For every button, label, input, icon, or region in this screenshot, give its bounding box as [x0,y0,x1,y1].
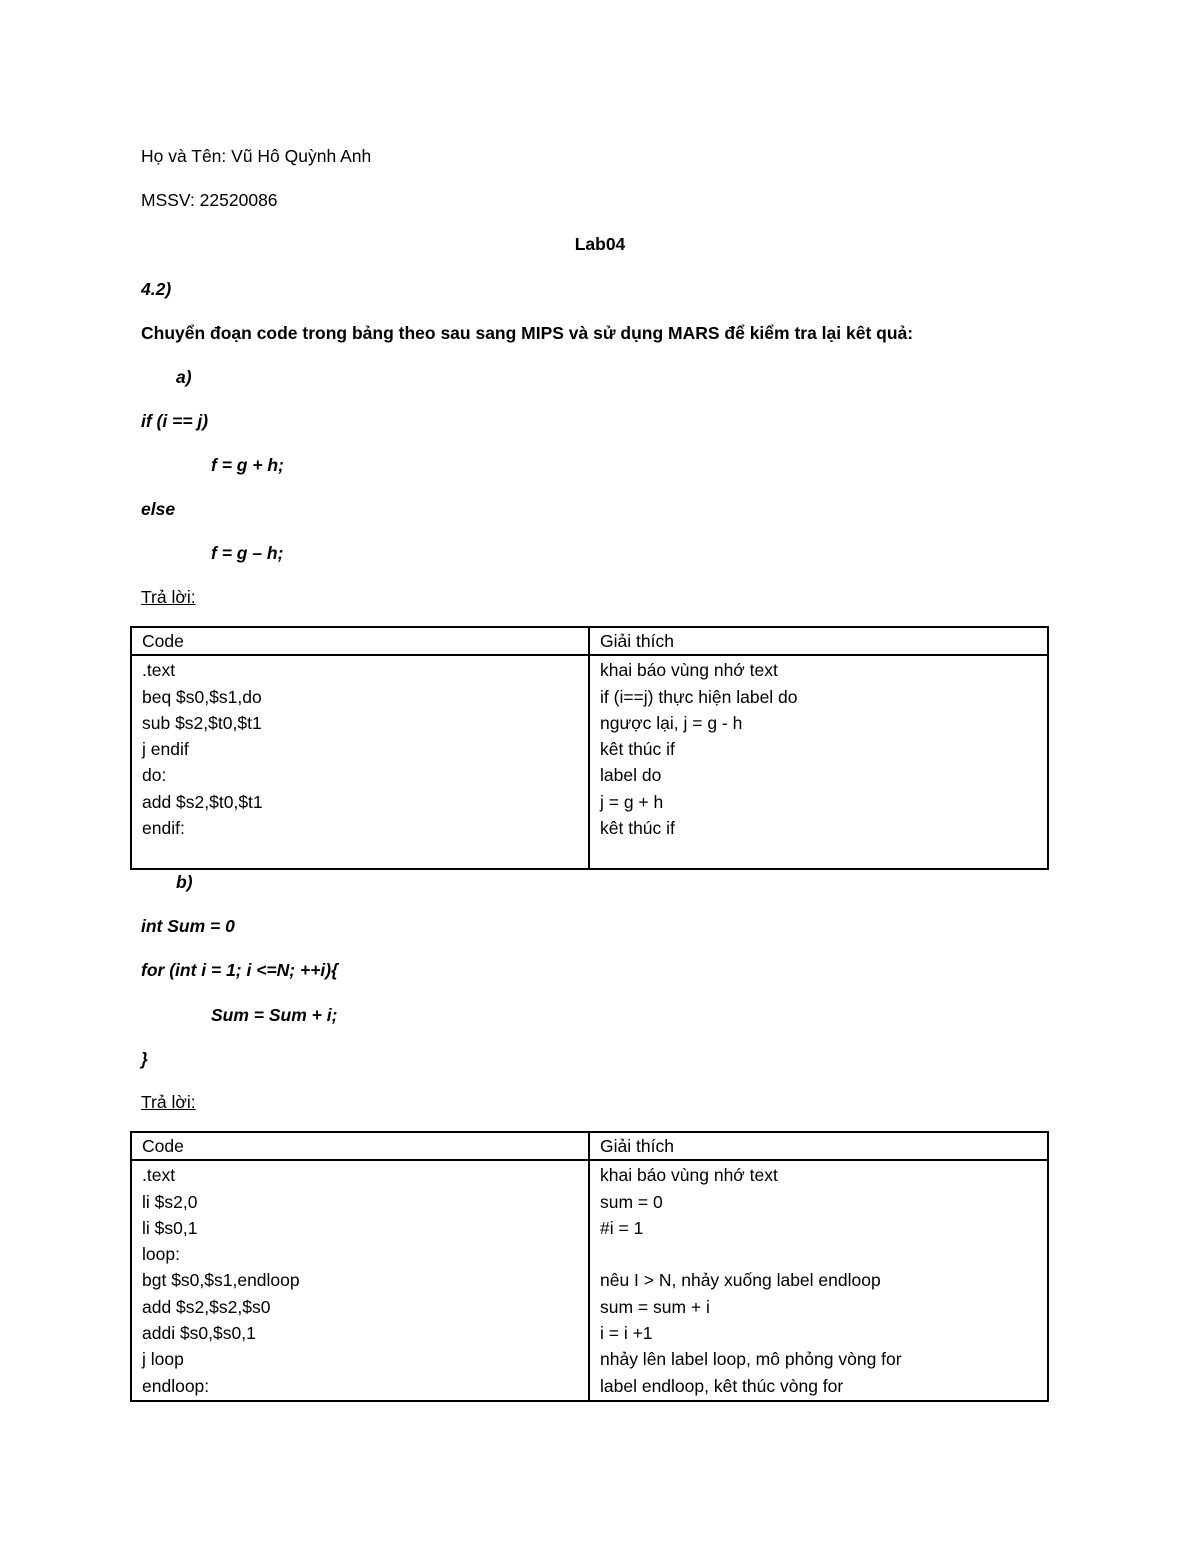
explanation-line: label endloop, kêt thúc vòng for [600,1375,844,1396]
explanation-line: khai báo vùng nhớ text [600,660,778,681]
explanation-line: if (i==j) thực hiện label do [600,686,798,707]
part-a-label: a) [176,367,192,387]
explanation-line: nêu I > N, nhảy xuống label endloop [600,1270,881,1291]
code-line: add $s2,$s2,$s0 [142,1296,271,1317]
student-name: Họ và Tên: Vũ Hô Quỳnh Anh [141,146,372,166]
section-instruction: Chuyển đoạn code trong bảng theo sau sang MIPS và sử dụng MARS để kiểm tra lại kêt quả: [141,323,914,343]
explanation-line: j = g + h [600,791,664,812]
part-b-code-line: } [141,1049,148,1069]
explanation-line: khai báo vùng nhớ text [600,1165,778,1186]
part-a-answer-table [130,626,1049,870]
explanation-line: #i = 1 [600,1217,644,1238]
code-line: sub $s2,$t0,$t1 [142,712,262,733]
part-a-code-line: f = g – h; [211,543,284,563]
code-line: j endif [142,739,189,760]
explanation-cell [589,655,1048,869]
student-id: MSSV: 22520086 [141,190,278,210]
document-title: Lab04 [574,234,626,254]
part-a-code-line: if (i == j) [141,411,209,431]
code-line: .text [142,1165,176,1186]
table-row [131,655,1048,869]
code-line: endloop: [142,1375,210,1396]
column-header-explanation: Giải thích [589,627,1048,655]
part-b-label: b) [176,872,193,892]
code-line: addi $s0,$s0,1 [142,1323,256,1344]
part-a-code-line: else [141,499,176,519]
code-line: do: [142,765,167,786]
code-line: j loop [142,1349,184,1370]
explanation-line: ngược lại, j = g - h [600,712,743,733]
explanation-line: i = i +1 [600,1323,653,1344]
table-header-row [131,627,1048,655]
code-cell [131,655,589,869]
table-header-row [131,1132,1048,1160]
code-line: add $s2,$t0,$t1 [142,791,263,812]
part-a-answer-label: Trả lời: [141,587,196,607]
column-header-explanation: Giải thích [589,1132,1048,1160]
part-b-code-line: int Sum = 0 [141,916,235,936]
part-a-code-line: f = g + h; [211,455,284,475]
code-line: .text [142,660,176,681]
column-header-code: Code [131,1132,589,1160]
code-line: bgt $s0,$s1,endloop [142,1270,300,1291]
code-line: endif: [142,818,185,839]
part-b-answer-table [130,1131,1049,1402]
explanation-line: label do [600,765,662,786]
explanation-line: sum = 0 [600,1191,663,1212]
part-b-code-line: for (int i = 1; i <=N; ++i){ [141,960,338,980]
explanation-line [600,1241,1037,1267]
table-row [131,1160,1048,1401]
column-header-code: Code [131,627,589,655]
code-line: li $s0,1 [142,1217,198,1238]
part-b-answer-label: Trả lời: [141,1092,196,1112]
section-number: 4.2) [141,279,172,299]
code-cell [131,1160,589,1401]
code-line: li $s2,0 [142,1191,198,1212]
explanation-line: kêt thúc if [600,739,675,760]
explanation-cell [589,1160,1048,1401]
explanation-line: nhảy lên label loop, mô phỏng vòng for [600,1349,902,1370]
explanation-line: sum = sum + i [600,1296,710,1317]
code-line: loop: [142,1244,180,1265]
part-b-code-line: Sum = Sum + i; [211,1005,338,1025]
explanation-line: kêt thúc if [600,818,675,839]
code-line: beq $s0,$s1,do [142,686,262,707]
